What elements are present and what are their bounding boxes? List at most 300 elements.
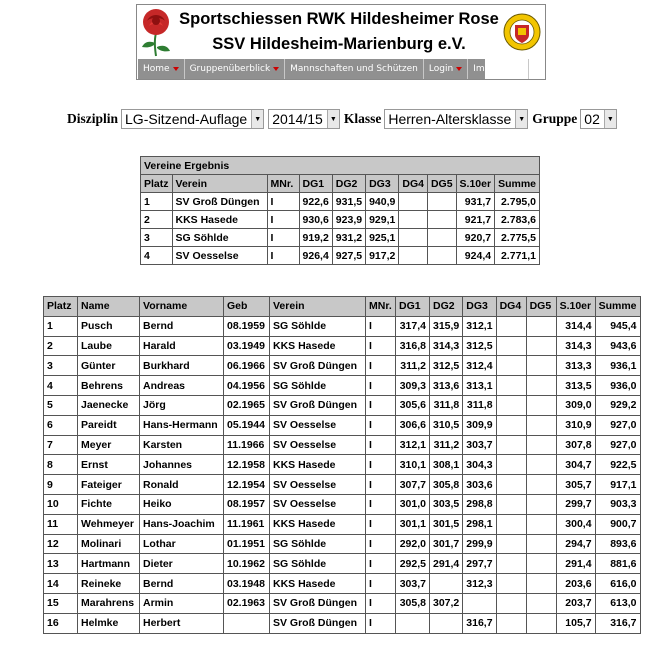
table-row — [44, 593, 641, 613]
table-cell: I — [366, 554, 396, 574]
table-cell[interactable]: SV Oesselse — [270, 435, 366, 455]
table-cell: 919,2 — [299, 229, 332, 247]
table-cell[interactable]: SV Groß Düngen — [270, 593, 366, 613]
table-cell[interactable]: KKS Hasede — [270, 514, 366, 534]
table-cell: 8 — [44, 455, 78, 475]
table-row — [44, 613, 641, 633]
column-header: Name — [78, 297, 140, 317]
table-cell: 2.771,1 — [495, 247, 540, 265]
table-cell: 10 — [44, 494, 78, 514]
column-header: DG3 — [463, 297, 496, 317]
table-cell — [399, 193, 428, 211]
table-cell: 11.1966 — [224, 435, 270, 455]
caret-down-icon — [173, 67, 179, 71]
table-cell[interactable]: KKS Hasede — [172, 211, 267, 229]
table-cell[interactable]: SG Söhlde — [270, 534, 366, 554]
column-header: DG3 — [366, 175, 399, 193]
table-cell: 02.1963 — [224, 593, 270, 613]
table-row — [44, 475, 641, 495]
chevron-down-icon: ▼ — [515, 110, 527, 128]
table-cell — [430, 613, 463, 633]
site-title-line2: SSV Hildesheim-Marienburg e.V. — [212, 35, 466, 53]
table-cell[interactable]: Fichte — [78, 494, 140, 514]
table-cell: 945,4 — [595, 316, 640, 336]
table-cell[interactable]: SV Groß Düngen — [172, 193, 267, 211]
table-cell — [496, 534, 526, 554]
table-cell: Bernd — [140, 316, 224, 336]
table-cell: 313,1 — [463, 376, 496, 396]
table-cell: 08.1959 — [224, 316, 270, 336]
column-header: Summe — [595, 297, 640, 317]
table-cell[interactable]: KKS Hasede — [270, 574, 366, 594]
table-cell: I — [366, 574, 396, 594]
table-cell[interactable]: Jaenecke — [78, 395, 140, 415]
table-cell[interactable]: SV Groß Düngen — [270, 356, 366, 376]
column-header: DG1 — [396, 297, 430, 317]
table-cell — [396, 613, 430, 633]
table-cell: 305,6 — [396, 395, 430, 415]
table-cell — [526, 316, 556, 336]
table-cell — [399, 229, 428, 247]
table-row — [141, 247, 540, 265]
column-header: DG2 — [332, 175, 365, 193]
table-row — [44, 336, 641, 356]
table-cell: 5 — [44, 395, 78, 415]
table-cell: 4 — [44, 376, 78, 396]
table-cell[interactable]: Behrens — [78, 376, 140, 396]
table-cell: 929,2 — [595, 395, 640, 415]
season-value: 2014/15 — [272, 111, 323, 127]
table-cell[interactable]: Reineke — [78, 574, 140, 594]
site-title-line1: Sportschiessen RWK Hildesheimer Rose — [179, 10, 499, 28]
table-cell: I — [366, 376, 396, 396]
table-row — [44, 376, 641, 396]
table-cell: 931,7 — [456, 193, 495, 211]
table-cell: I — [366, 316, 396, 336]
table-cell: 203,7 — [556, 593, 595, 613]
table-cell: 15 — [44, 593, 78, 613]
table-cell: Herbert — [140, 613, 224, 633]
table-cell: 308,1 — [430, 455, 463, 475]
nav-login[interactable] — [424, 59, 468, 79]
table-cell — [526, 554, 556, 574]
table-cell: 303,5 — [430, 494, 463, 514]
vereine-caption: Vereine Ergebnis — [141, 157, 540, 175]
table-cell: 11.1961 — [224, 514, 270, 534]
caret-down-icon — [273, 67, 279, 71]
table-row — [44, 554, 641, 574]
table-cell: Andreas — [140, 376, 224, 396]
table-row — [44, 435, 641, 455]
table-cell: 923,9 — [332, 211, 365, 229]
table-cell: 927,0 — [595, 435, 640, 455]
table-cell: 12.1954 — [224, 475, 270, 495]
table-cell: 291,4 — [556, 554, 595, 574]
main-nav — [138, 59, 524, 79]
gruppe-select[interactable] — [580, 109, 617, 129]
nav-home-label: Home — [143, 64, 170, 74]
klasse-select[interactable] — [384, 109, 528, 129]
table-cell — [224, 613, 270, 633]
table-cell — [526, 435, 556, 455]
table-cell: 3 — [141, 229, 173, 247]
table-cell: 02.1965 — [224, 395, 270, 415]
table-cell: 311,2 — [430, 435, 463, 455]
table-cell: 309,0 — [556, 395, 595, 415]
nav-mannschaften[interactable] — [285, 59, 424, 79]
table-cell: 311,8 — [430, 395, 463, 415]
club-seal-icon[interactable] — [503, 11, 541, 53]
table-cell: 294,7 — [556, 534, 595, 554]
column-header: Summe — [495, 175, 540, 193]
table-cell: 10.1962 — [224, 554, 270, 574]
table-cell: I — [366, 356, 396, 376]
table-cell: 299,9 — [463, 534, 496, 554]
table-cell: 291,4 — [430, 554, 463, 574]
table-row — [141, 193, 540, 211]
table-cell[interactable]: SG Söhlde — [172, 229, 267, 247]
table-cell: Harald — [140, 336, 224, 356]
table-cell: 893,6 — [595, 534, 640, 554]
table-cell: 01.1951 — [224, 534, 270, 554]
schuetzen-header-row — [44, 297, 641, 317]
table-cell: 936,1 — [595, 356, 640, 376]
gruppe-value: 02 — [584, 111, 600, 127]
table-cell — [496, 435, 526, 455]
table-cell: 12.1958 — [224, 455, 270, 475]
table-cell: 301,0 — [396, 494, 430, 514]
table-cell: 316,7 — [463, 613, 496, 633]
table-cell — [427, 193, 456, 211]
table-cell: 925,1 — [366, 229, 399, 247]
table-cell: Lothar — [140, 534, 224, 554]
table-cell: 08.1957 — [224, 494, 270, 514]
site-header — [136, 4, 546, 80]
table-cell — [526, 593, 556, 613]
table-cell: 2.775,5 — [495, 229, 540, 247]
table-cell — [496, 356, 526, 376]
table-cell: I — [366, 475, 396, 495]
table-cell — [526, 415, 556, 435]
disziplin-label: Disziplin — [67, 111, 119, 126]
table-row — [44, 455, 641, 475]
rose-logo-icon[interactable] — [138, 7, 174, 57]
table-cell — [496, 514, 526, 534]
table-cell[interactable]: SV Groß Düngen — [270, 613, 366, 633]
table-cell: 940,9 — [366, 193, 399, 211]
table-cell — [427, 211, 456, 229]
disziplin-select[interactable] — [121, 109, 264, 129]
table-cell — [526, 395, 556, 415]
column-header: S.10er — [556, 297, 595, 317]
column-header: S.10er — [456, 175, 495, 193]
table-cell[interactable]: Hartmann — [78, 554, 140, 574]
table-cell: 304,7 — [556, 455, 595, 475]
table-cell: 307,2 — [430, 593, 463, 613]
table-cell: 316,7 — [595, 613, 640, 633]
table-cell — [526, 574, 556, 594]
table-cell[interactable]: Pareidt — [78, 415, 140, 435]
table-cell — [496, 494, 526, 514]
table-cell: 309,3 — [396, 376, 430, 396]
table-cell — [496, 574, 526, 594]
nav-login-label: Login — [428, 64, 454, 74]
table-cell: Hans-Joachim — [140, 514, 224, 534]
table-cell: I — [366, 613, 396, 633]
table-cell: 881,6 — [595, 554, 640, 574]
table-cell[interactable]: Molinari — [78, 534, 140, 554]
table-cell: 2.783,6 — [495, 211, 540, 229]
table-cell: 12 — [44, 534, 78, 554]
table-cell: Ronald — [140, 475, 224, 495]
table-cell: 314,4 — [556, 316, 595, 336]
table-cell: 299,7 — [556, 494, 595, 514]
table-cell: I — [366, 593, 396, 613]
table-cell: 927,5 — [332, 247, 365, 265]
table-cell: 1 — [141, 193, 173, 211]
table-cell: 203,6 — [556, 574, 595, 594]
table-cell: 310,1 — [396, 455, 430, 475]
table-cell: 922,5 — [595, 455, 640, 475]
nav-impressum[interactable] — [468, 59, 529, 79]
chevron-down-icon: ▼ — [251, 110, 263, 128]
table-cell — [526, 534, 556, 554]
table-cell[interactable]: SG Söhlde — [270, 316, 366, 336]
table-cell[interactable]: SV Oesselse — [270, 415, 366, 435]
table-cell — [463, 593, 496, 613]
nav-impressum-label: Impressum — [473, 64, 524, 74]
table-cell: 298,8 — [463, 494, 496, 514]
table-cell: Dieter — [140, 554, 224, 574]
table-row — [141, 211, 540, 229]
table-cell: 292,0 — [396, 534, 430, 554]
table-cell[interactable]: Ernst — [78, 455, 140, 475]
table-row — [44, 494, 641, 514]
table-cell — [496, 613, 526, 633]
table-cell[interactable]: SG Söhlde — [270, 376, 366, 396]
chevron-down-icon: ▼ — [327, 110, 339, 128]
table-cell: 301,1 — [396, 514, 430, 534]
table-cell: 305,8 — [396, 593, 430, 613]
column-header: DG4 — [399, 175, 428, 193]
table-cell[interactable]: Marahrens — [78, 593, 140, 613]
table-cell: 7 — [44, 435, 78, 455]
column-header: DG5 — [526, 297, 556, 317]
table-cell[interactable]: Fateiger — [78, 475, 140, 495]
table-cell: Jörg — [140, 395, 224, 415]
table-cell: 301,7 — [430, 534, 463, 554]
column-header: Verein — [172, 175, 267, 193]
table-cell: 105,7 — [556, 613, 595, 633]
table-cell: 298,1 — [463, 514, 496, 534]
table-cell: Karsten — [140, 435, 224, 455]
column-header: Vorname — [140, 297, 224, 317]
table-cell: 317,4 — [396, 316, 430, 336]
table-cell: I — [366, 336, 396, 356]
table-cell: Armin — [140, 593, 224, 613]
table-cell: 312,4 — [463, 356, 496, 376]
table-row — [44, 534, 641, 554]
table-row — [44, 395, 641, 415]
table-cell — [496, 395, 526, 415]
season-select[interactable] — [268, 109, 340, 129]
table-cell: 311,8 — [463, 395, 496, 415]
table-cell — [496, 475, 526, 495]
table-cell: 310,5 — [430, 415, 463, 435]
table-cell[interactable]: SV Oesselse — [270, 475, 366, 495]
table-cell: 309,9 — [463, 415, 496, 435]
table-cell: 301,5 — [430, 514, 463, 534]
table-cell: 922,6 — [299, 193, 332, 211]
table-cell[interactable]: SV Oesselse — [270, 494, 366, 514]
table-cell — [496, 554, 526, 574]
table-cell: 313,3 — [556, 356, 595, 376]
table-cell: 307,8 — [556, 435, 595, 455]
table-cell — [526, 475, 556, 495]
table-cell: I — [366, 514, 396, 534]
table-cell — [427, 229, 456, 247]
table-cell: 613,0 — [595, 593, 640, 613]
nav-home[interactable] — [138, 59, 185, 79]
table-cell: 11 — [44, 514, 78, 534]
table-cell: I — [267, 193, 299, 211]
table-cell: 312,5 — [430, 356, 463, 376]
table-cell: 313,5 — [556, 376, 595, 396]
table-cell: 06.1966 — [224, 356, 270, 376]
table-cell: I — [366, 494, 396, 514]
table-cell: 917,1 — [595, 475, 640, 495]
schuetzen-table — [43, 296, 641, 634]
table-cell — [526, 376, 556, 396]
table-cell: 311,2 — [396, 356, 430, 376]
table-cell: 305,8 — [430, 475, 463, 495]
table-cell: 924,4 — [456, 247, 495, 265]
column-header: Platz — [141, 175, 173, 193]
table-cell: 305,7 — [556, 475, 595, 495]
table-cell: Johannes — [140, 455, 224, 475]
table-cell: 307,7 — [396, 475, 430, 495]
table-cell — [526, 356, 556, 376]
table-cell: 316,8 — [396, 336, 430, 356]
table-cell: 16 — [44, 613, 78, 633]
table-cell: 312,1 — [463, 316, 496, 336]
table-cell[interactable]: SG Söhlde — [270, 554, 366, 574]
table-cell[interactable]: Meyer — [78, 435, 140, 455]
table-cell: 315,9 — [430, 316, 463, 336]
table-cell: I — [366, 395, 396, 415]
table-cell: 292,5 — [396, 554, 430, 574]
column-header: Platz — [44, 297, 78, 317]
table-cell[interactable]: Günter — [78, 356, 140, 376]
table-cell — [496, 336, 526, 356]
column-header: DG2 — [430, 297, 463, 317]
table-cell: 2 — [141, 211, 173, 229]
table-cell: 921,7 — [456, 211, 495, 229]
table-cell: 304,3 — [463, 455, 496, 475]
filter-bar — [67, 108, 621, 130]
table-cell: I — [366, 534, 396, 554]
table-cell — [496, 415, 526, 435]
table-cell[interactable]: Laube — [78, 336, 140, 356]
table-cell: 314,3 — [556, 336, 595, 356]
table-cell: Heiko — [140, 494, 224, 514]
table-cell: 9 — [44, 475, 78, 495]
table-cell[interactable]: SV Oesselse — [172, 247, 267, 265]
column-header: Verein — [270, 297, 366, 317]
table-cell: 900,7 — [595, 514, 640, 534]
gruppe-label: Gruppe — [532, 111, 578, 126]
table-cell: I — [366, 415, 396, 435]
table-cell: 3 — [44, 356, 78, 376]
table-cell[interactable]: Wehmeyer — [78, 514, 140, 534]
table-cell: 303,6 — [463, 475, 496, 495]
table-cell[interactable]: KKS Hasede — [270, 336, 366, 356]
table-cell: 313,6 — [430, 376, 463, 396]
table-cell: 303,7 — [463, 435, 496, 455]
table-cell: 14 — [44, 574, 78, 594]
column-header: MNr. — [267, 175, 299, 193]
table-cell[interactable]: KKS Hasede — [270, 455, 366, 475]
klasse-value: Herren-Altersklasse — [388, 111, 512, 127]
table-cell: 926,4 — [299, 247, 332, 265]
table-cell — [526, 455, 556, 475]
table-cell — [496, 593, 526, 613]
column-header: Geb — [224, 297, 270, 317]
table-cell: I — [366, 435, 396, 455]
table-cell: Bernd — [140, 574, 224, 594]
table-cell: 6 — [44, 415, 78, 435]
table-cell[interactable]: Helmke — [78, 613, 140, 633]
disziplin-value: LG-Sitzend-Auflage — [125, 111, 248, 127]
table-cell[interactable]: SV Groß Düngen — [270, 395, 366, 415]
vereine-header-row — [141, 175, 540, 193]
table-row — [44, 316, 641, 336]
nav-gruppenueberblick[interactable] — [185, 59, 286, 79]
nav-gruppenueberblick-label: Gruppenüberblick — [189, 64, 271, 74]
column-header: MNr. — [366, 297, 396, 317]
column-header: DG4 — [496, 297, 526, 317]
table-row — [141, 229, 540, 247]
vereine-body — [141, 193, 540, 265]
table-cell: Hans-Hermann — [140, 415, 224, 435]
table-cell: 05.1944 — [224, 415, 270, 435]
table-row — [44, 356, 641, 376]
table-cell: 297,7 — [463, 554, 496, 574]
table-cell: 917,2 — [366, 247, 399, 265]
column-header: DG5 — [427, 175, 456, 193]
table-cell: 2.795,0 — [495, 193, 540, 211]
table-cell: 310,9 — [556, 415, 595, 435]
table-cell — [427, 247, 456, 265]
table-cell: I — [267, 247, 299, 265]
table-cell[interactable]: Pusch — [78, 316, 140, 336]
chevron-down-icon: ▼ — [604, 110, 616, 128]
table-cell: 312,5 — [463, 336, 496, 356]
table-cell: 936,0 — [595, 376, 640, 396]
table-cell — [526, 613, 556, 633]
table-cell: 312,1 — [396, 435, 430, 455]
table-cell — [430, 574, 463, 594]
table-row — [44, 415, 641, 435]
table-cell: 04.1956 — [224, 376, 270, 396]
table-cell: 303,7 — [396, 574, 430, 594]
table-cell: 931,2 — [332, 229, 365, 247]
table-cell: 306,6 — [396, 415, 430, 435]
table-cell: 903,3 — [595, 494, 640, 514]
table-cell: 13 — [44, 554, 78, 574]
table-cell: 930,6 — [299, 211, 332, 229]
table-cell — [496, 455, 526, 475]
